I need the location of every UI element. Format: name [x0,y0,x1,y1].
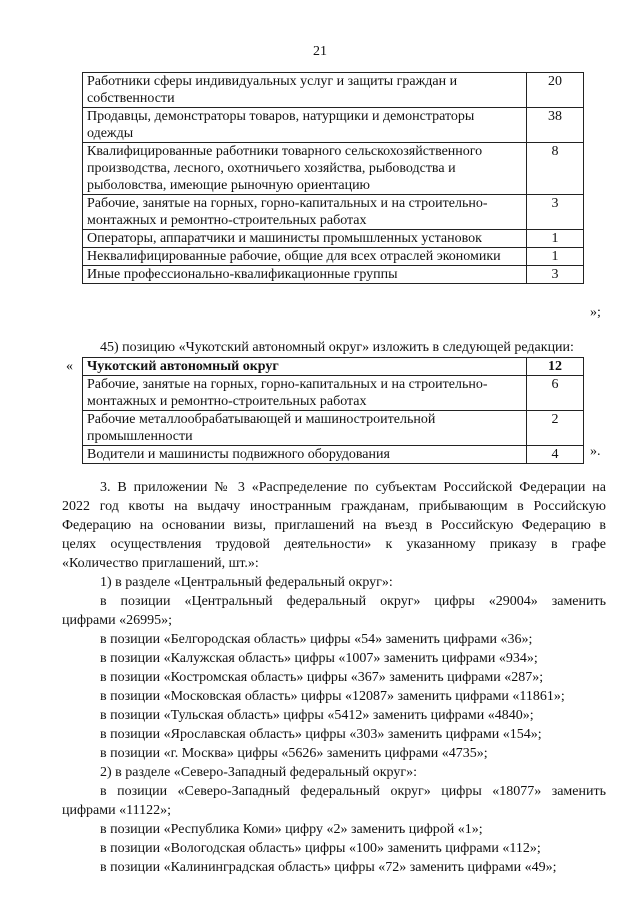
table-row [83,376,584,411]
amendment-line: в позиции «Калининградская область» цифры «72» заменить цифрами «49»; [100,860,557,875]
body-text [62,478,606,877]
opening-quote-mark: « [66,359,73,374]
table-row [83,108,584,143]
item-45-text: 45) позицию «Чукотский автономный округ» изложить в следующей редакции: [100,340,574,355]
row-label: Иные профессионально-квалификационные группы [83,266,527,284]
row-label: Работники сферы индивидуальных услуг и защиты граждан и собственности [83,73,527,108]
closing-quote-mark: »; [590,305,601,320]
row-label: Водители и машинисты подвижного оборудования [83,446,527,464]
row-label: Операторы, аппаратчики и машинисты промышленных установок [83,230,527,248]
paragraph-item-45 [62,338,606,357]
amendment-line: в позиции «Ярославская область» цифры «303» заменить цифрами «154»; [100,727,542,742]
table-row [83,230,584,248]
row-value: 3 [527,195,584,230]
amendment-line: цифрами «26995»; [62,613,173,628]
region-total: 12 [527,358,584,376]
row-value: 6 [527,376,584,411]
amendment-line: в позиции «Республика Коми» цифру «2» заменить цифрой «1»; [100,822,483,837]
table-row [83,266,584,284]
amendment-line: цифрами «11122»; [62,803,171,818]
row-label: Продавцы, демонстраторы товаров, натурщики и демонстраторы одежды [83,108,527,143]
table-row [83,248,584,266]
section-title: 2) в разделе «Северо-Западный федеральный округ»: [100,765,417,780]
amendment-line: в позиции «Тульская область» цифры «5412» заменить цифрами «4840»; [100,708,534,723]
row-label: Неквалифицированные рабочие, общие для всех отраслей экономики [83,248,527,266]
table-row [83,411,584,446]
paragraph-line: целях осуществления трудовой деятельности» к указанному приказу в графе [62,537,606,552]
row-label: Рабочие, занятые на горных, горно-капитальных и на строительно-монтажных и ремонтно-строительных работах [83,376,527,411]
row-label: Рабочие металлообрабатывающей и машиностроительной промышленности [83,411,527,446]
row-label: Квалифицированные работники товарного сельскохозяйственного производства, лесного, охотничьего хозяйства, рыбоводства и рыболовства, имеющие рыночную ориентацию [83,143,527,195]
row-label: Рабочие, занятые на горных, горно-капитальных и на строительно-монтажных и ремонтно-строительных работах [83,195,527,230]
table-row [83,73,584,108]
row-value: 8 [527,143,584,195]
page-number: 21 [313,44,327,59]
amendment-line: в позиции «Калужская область» цифры «1007» заменить цифрами «934»; [100,651,538,666]
table-row [83,446,584,464]
paragraph-line: Федерацию на основании визы, приглашений на въезд в Российскую Федерацию в [62,518,606,533]
region-name: Чукотский автономный округ [83,358,527,376]
row-value: 2 [527,411,584,446]
amendment-line: в позиции «Вологодская область» цифры «100» заменить цифрами «112»; [100,841,541,856]
table-row [83,195,584,230]
amendment-line: в позиции «Северо-Западный федеральный округ» цифры «18077» заменить [100,784,606,799]
chukotka-quota-table [82,357,584,464]
paragraph-line: 3. В приложении № 3 «Распределение по субъектам Российской Федерации на [100,480,606,495]
closing-quote-mark: ». [590,444,601,459]
amendment-line: в позиции «Костромская область» цифры «367» заменить цифрами «287»; [100,670,544,685]
row-value: 20 [527,73,584,108]
paragraph-line: 2022 год квоты на выдачу иностранным гражданам, прибывающим в Российскую [62,499,606,514]
amendment-line: в позиции «Московская область» цифры «12087» заменить цифрами «11861»; [100,689,565,704]
table-row [83,143,584,195]
row-value: 38 [527,108,584,143]
quota-table-continued [82,72,584,284]
table-header-row [83,358,584,376]
row-value: 3 [527,266,584,284]
row-value: 1 [527,230,584,248]
section-title: 1) в разделе «Центральный федеральный округ»: [100,575,393,590]
amendment-line: в позиции «Центральный федеральный округ» цифры «29004» заменить [100,594,606,609]
amendment-line: в позиции «Белгородская область» цифры «54» заменить цифрами «36»; [100,632,533,647]
row-value: 1 [527,248,584,266]
paragraph-line: «Количество приглашений, шт.»: [62,556,259,571]
row-value: 4 [527,446,584,464]
amendment-line: в позиции «г. Москва» цифры «5626» заменить цифрами «4735»; [100,746,488,761]
